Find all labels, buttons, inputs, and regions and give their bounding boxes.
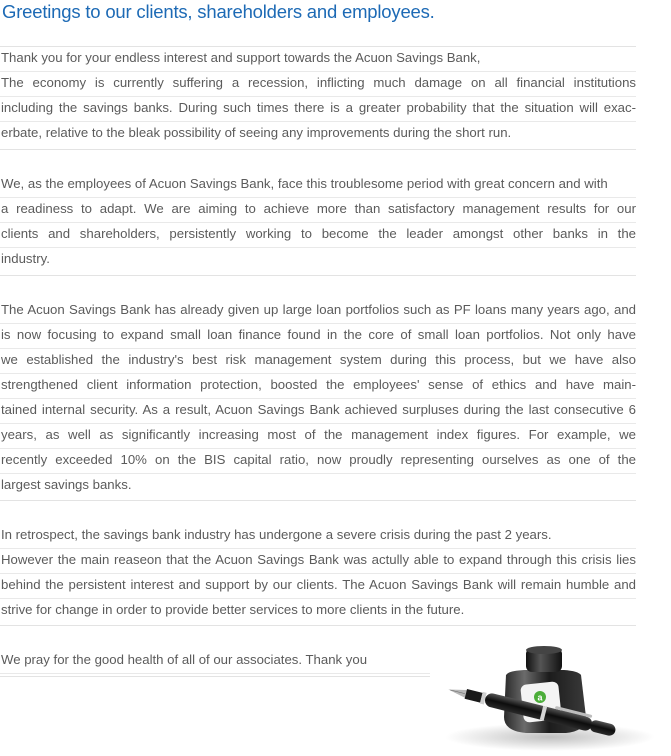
text-line: tained internal security. As a result, Acuon Savings Bank achieved surpluses during the last consecutive 6 — [0, 399, 636, 424]
paragraph-3 — [0, 299, 636, 499]
text-line: we established the industry's best risk management system during this process, but we have also — [0, 349, 636, 374]
text-line: We pray for the good health of all of our associates. Thank you — [0, 649, 430, 674]
text-line: a readiness to adapt. We are aiming to achieve more than satisfactory management results for our — [0, 198, 636, 223]
page-title: Greetings to our clients, shareholders and employees. — [2, 1, 435, 22]
ink-and-pen-illustration — [440, 645, 671, 756]
text-line: behind the persistent interest and support by our clients. The Acuon Savings Bank will remain humble and — [0, 574, 636, 599]
text-line: largest savings banks. — [1, 477, 132, 492]
text-line: strive for change in order to provide better services to more clients in the future. — [1, 602, 465, 617]
text-line: strengthened client information protection, boosted the employees' sense of ethics and have main- — [0, 374, 636, 399]
text-line: However the main reaseon that the Acuon Savings Bank was actully able to expand through this crisis lies — [0, 549, 636, 574]
paragraph-1 — [0, 47, 636, 147]
text-line: industry. — [1, 251, 50, 266]
text-line: We, as the employees of Acuon Savings Bank, face this troublesome period with great concern and with — [0, 173, 636, 198]
text-line: years, as well as significantly increasing most of the management index figures. For example, we — [0, 424, 636, 449]
text-line: is now focusing to expand small loan finance found in the core of small loan portfolios. Not only have — [0, 324, 636, 349]
text-line: In retrospect, the savings bank industry has undergone a severe crisis during the past 2 years. — [0, 524, 636, 549]
text-line: erbate, relative to the bleak possibility of seeing any improvements during the short run. — [1, 125, 512, 140]
text-line: The economy is currently suffering a recession, inflicting much damage on all financial institutions — [0, 72, 636, 97]
paragraph-2 — [0, 173, 636, 273]
text-line: including the savings banks. During such times there is a greater probability that the situation will exac- — [0, 97, 636, 122]
text-line: The Acuon Savings Bank has already given up large loan portfolios such as PF loans many years ago, and — [0, 299, 636, 324]
paragraph-4 — [0, 524, 636, 624]
text-line: recently exceeded 10% on the BIS capital ratio, now proudly representing ourselves as one of the — [0, 449, 636, 474]
logo-letter: a — [537, 692, 543, 703]
text-line: Thank you for your endless interest and support towards the Acuon Savings Bank, — [0, 47, 636, 72]
text-line: clients and shareholders, persistently working to become the leader amongst other banks in the — [0, 223, 636, 248]
